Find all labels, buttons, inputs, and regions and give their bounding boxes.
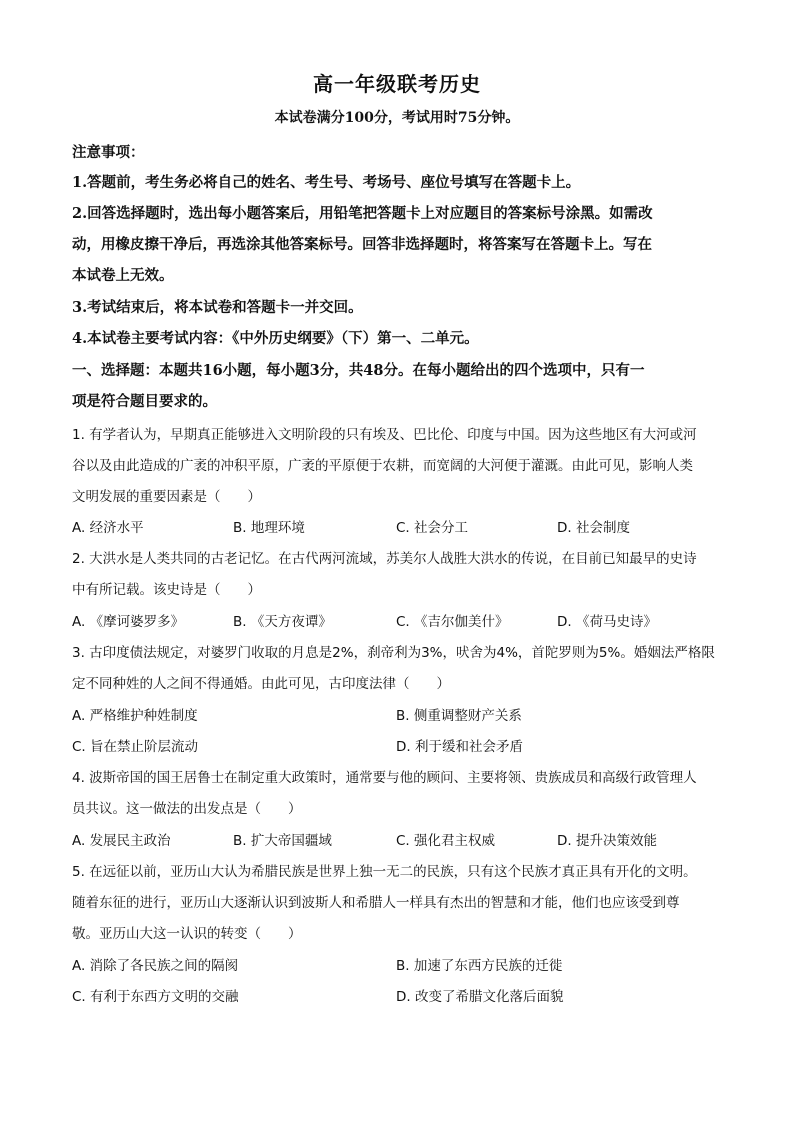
question-4-option-b[interactable]: B. 扩大帝国疆域	[233, 833, 332, 849]
question-2-option-b[interactable]: B. 《天方夜谭》	[233, 614, 332, 630]
section-heading: 项是符合题目要求的。	[72, 393, 217, 410]
question-1-text: 谷以及由此造成的广袤的冲积平原，广袤的平原便于农耕，而宽阔的大河便于灌溉。由此可见，影响人类	[72, 458, 693, 474]
question-5-option-a[interactable]: A. 消除了各民族之间的隔阂	[72, 958, 239, 974]
question-3-option-d[interactable]: D. 利于缓和社会矛盾	[396, 739, 523, 755]
note-line: 4.本试卷主要考试内容：《中外历史纲要》（下）第一、二单元。	[72, 330, 479, 347]
question-5-option-b[interactable]: B. 加速了东西方民族的迁徙	[396, 958, 563, 974]
question-4-option-a[interactable]: A. 发展民主政治	[72, 833, 171, 849]
question-5-text: 敬。亚历山大这一认识的转变（ ）	[72, 926, 302, 942]
question-4-text: 4. 波斯帝国的国王居鲁士在制定重大政策时，通常要与他的顾问、主要将领、贵族成员和高级行政管理人	[72, 770, 697, 786]
question-4-option-c[interactable]: C. 强化君主权威	[396, 833, 496, 849]
question-3-option-a[interactable]: A. 严格维护种姓制度	[72, 708, 198, 724]
question-1-option-b[interactable]: B. 地理环境	[233, 520, 305, 536]
note-line: 3.考试结束后，将本试卷和答题卡一并交回。	[72, 299, 363, 316]
question-5-option-d[interactable]: D. 改变了希腊文化落后面貌	[396, 989, 564, 1005]
question-2-option-c[interactable]: C. 《吉尔伽美什》	[396, 614, 509, 630]
question-3-option-c[interactable]: C. 旨在禁止阶层流动	[72, 739, 199, 755]
question-1-option-a[interactable]: A. 经济水平	[72, 520, 144, 536]
question-5-text: 随着东征的进行，亚历山大逐渐认识到波斯人和希腊人一样具有杰出的智慧和才能，他们也应该受到尊	[72, 895, 680, 911]
question-4-option-d[interactable]: D. 提升决策效能	[557, 833, 657, 849]
question-5-option-c[interactable]: C. 有利于东西方文明的交融	[72, 989, 239, 1005]
question-2-text: 2. 大洪水是人类共同的古老记忆。在古代两河流域，苏美尔人战胜大洪水的传说，在目前已知最早的史诗	[72, 551, 697, 567]
question-2-option-d[interactable]: D. 《荷马史诗》	[557, 614, 657, 630]
note-line: 1.答题前，考生务必将自己的姓名、考生号、考场号、座位号填写在答题卡上。	[72, 174, 581, 191]
question-3-text: 3. 古印度债法规定，对婆罗门收取的月息是2%，刹帝利为3%，吠舍为4%，首陀罗则为5%。婚姻法严格限	[72, 645, 715, 661]
question-3-option-b[interactable]: B. 侧重调整财产关系	[396, 708, 522, 724]
section-heading: 一、选择题：本题共16小题，每小题3分，共48分。在每小题给出的四个选项中，只有一	[72, 362, 645, 379]
notes-heading: 注意事项：	[72, 144, 145, 161]
question-1-text: 文明发展的重要因素是（ ）	[72, 489, 261, 505]
question-2-text: 中有所记载。该史诗是（ ）	[72, 582, 261, 598]
question-3-text: 定不同种姓的人之间不得通婚。由此可见，古印度法律（ ）	[72, 676, 450, 692]
note-line: 本试卷上无效。	[72, 267, 174, 284]
exam-info: 本试卷满分100分，考试用时75分钟。	[274, 110, 520, 126]
question-5-text: 5. 在远征以前，亚历山大认为希腊民族是世界上独一无二的民族，只有这个民族才真正具有开化的文明。	[72, 864, 697, 880]
note-line: 动，用橡皮擦干净后，再选涂其他答案标号。回答非选择题时，将答案写在答题卡上。写在	[72, 236, 652, 253]
note-line: 2.回答选择题时，选出每小题答案后，用铅笔把答题卡上对应题目的答案标号涂黑。如需改	[72, 205, 653, 222]
page-title: 高一年级联考历史	[313, 72, 481, 96]
question-1-option-c[interactable]: C. 社会分工	[396, 520, 469, 536]
question-1-text: 1. 有学者认为，早期真正能够进入文明阶段的只有埃及、巴比伦、印度与中国。因为这些地区有大河或河	[72, 427, 697, 443]
question-4-text: 员共议。这一做法的出发点是（ ）	[72, 801, 302, 817]
question-2-option-a[interactable]: A. 《摩诃婆罗多》	[72, 614, 185, 630]
question-1-option-d[interactable]: D. 社会制度	[557, 520, 630, 536]
